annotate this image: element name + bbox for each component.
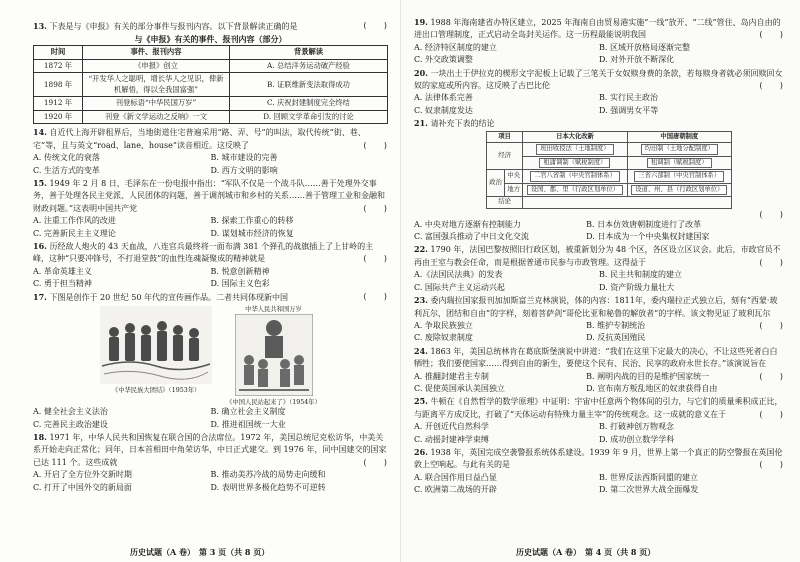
option-a: A. 法律体系完善 — [414, 93, 473, 103]
page-footer: 历史试题（A 卷） 第 3 页（共 8 页） — [130, 547, 270, 557]
option-b: B. 阐明内战的目的是维护国家统一 — [586, 371, 710, 381]
option-c: C. 促使英国承认美国独立 — [414, 383, 505, 393]
option-b: B. 民主共和制度的建立 — [599, 270, 682, 280]
option-c: C. 废除奴隶制度 — [414, 333, 473, 343]
question-13 — [33, 20, 388, 33]
answer-paren: ( ) — [758, 460, 784, 470]
option-d: D. 反抗英国殖民 — [586, 333, 646, 343]
question-number: 15. — [33, 178, 47, 189]
option-a: A.《法国民法典》的发表 — [414, 270, 503, 280]
page-footer: 历史试题（A 卷） 第 4 页（共 8 页） — [516, 547, 656, 557]
option-c: C. 国际共产主义运动兴起 — [414, 282, 505, 292]
option-d: D. 宣布南方叛乱地区的奴隶获得自由 — [586, 383, 718, 393]
question-17 — [33, 291, 388, 304]
question-number: 22. — [414, 244, 428, 255]
cell-text: 二官八省制（中央官制体系） — [530, 171, 620, 182]
answer-paren: ( ) — [758, 409, 784, 419]
question-number: 25. — [414, 396, 428, 407]
table-cell: 1898 年 — [34, 73, 83, 97]
table-cell: 1912 年 — [34, 97, 83, 111]
question-number: 18. — [33, 431, 47, 442]
table-cell — [627, 170, 731, 184]
table-cell — [523, 156, 627, 170]
question-20 — [414, 67, 784, 93]
row-sublabel: 中央 — [505, 170, 523, 184]
table-cell: 刊登标语“中华民国万岁” — [83, 97, 230, 111]
question-number: 16. — [33, 241, 47, 252]
option-b: B. 维护专制统治 — [586, 320, 646, 330]
answer-paren: ( ) — [758, 81, 784, 91]
table-row — [487, 143, 732, 157]
option-a: A. 经济特区制度的建立 — [414, 42, 497, 52]
question-text: 自近代上海开辟租界后，当地街道住宅普遍采用“路、弄、号”的叫法，取代传统“街、巷、宅”等，且与英文“road、lane、house”读音相近。这反映了 — [33, 128, 366, 150]
question-text: 下表是与《申报》有关的部分事件与报刊内容。以下背景解读正确的是 — [49, 22, 298, 31]
option-b: B. 打破神创万物观念 — [599, 422, 674, 432]
option-b: B. 推动美苏冷战的局势走向缓和 — [210, 470, 326, 480]
cell-text: 租庸调制（赋税制度） — [539, 158, 610, 169]
table-cell: B. 证联维新变法取得成功 — [230, 73, 388, 97]
answer-paren: ( ) — [362, 457, 388, 467]
option-c: C. 打开了中国外交的新局面 — [33, 482, 132, 492]
question-text: 一块出土于伊拉克的楔形文字泥板上记载了三笔关于女奴赎身费的条款，若每赎身者就必须回赎回女奴的家庭或所内容。这反映了古巴比伦 — [414, 68, 783, 91]
option-b: B. 探索工作重心的转移 — [210, 216, 294, 226]
figure-banner-text: 中华人民共和国万岁 — [245, 306, 302, 314]
table-header: 时间 — [34, 46, 83, 60]
table-cell — [523, 143, 627, 157]
cell-text: 租调制（赋税制度） — [647, 158, 712, 169]
option-d: D. 日本成为一个中央集权封建国家 — [586, 232, 710, 242]
row-label: 结论 — [487, 197, 523, 209]
options — [33, 152, 388, 177]
option-d: D. 西方文明的影响 — [210, 165, 278, 175]
option-b: B. 日本仿效唐朝制度进行了改革 — [586, 219, 702, 229]
table-header: 日本大化改新 — [523, 131, 627, 143]
question-text: 1971 年，中华人民共和国恢复在联合国的合法席位。1972 年，美国总统尼克松访华，中美关系开始走向正常化；同年，日本首相田中角荣访华，中日正式建交。到 1976 年，同中国建交的国家已达 111 个。这些成就 — [33, 432, 387, 467]
question-text: 1988 年海南建省办特区建立，2025 年海南自由贸易港实施“一线”放开、“二线”管住、岛内自由的进出口管理制度，正式启动全岛封关运作。这一历程最能说明我国 — [414, 18, 781, 40]
answer-paren: ( ) — [362, 21, 388, 30]
question-number: 13. — [33, 21, 47, 31]
question-21-paren — [414, 209, 784, 219]
options — [414, 421, 784, 446]
answer-paren: ( ) — [362, 203, 388, 213]
options — [33, 469, 388, 494]
options — [414, 472, 784, 497]
table-row — [487, 197, 732, 209]
option-a: A. 注重工作作风的改进 — [33, 216, 116, 226]
option-b: B. 悦意创新精神 — [210, 266, 270, 276]
table-title: 与《申报》有关的事件、报刊内容（部分） — [134, 34, 287, 45]
option-c: C. 完善民主政治建设 — [33, 419, 108, 429]
question-number: 17. — [33, 291, 47, 302]
option-d: D. 国际主义色彩 — [210, 279, 270, 289]
table-header: 事件、报刊内容 — [83, 46, 230, 60]
table-cell: 1920 年 — [34, 110, 83, 124]
cell-text: 班田收授法（土地制度） — [536, 144, 613, 155]
table-row — [34, 97, 388, 111]
option-c: C. 完善新民主主义理论 — [33, 228, 116, 238]
table-cell — [627, 156, 731, 170]
row-label: 政治 — [487, 170, 505, 197]
answer-paren: ( ) — [362, 291, 388, 301]
table-cell — [523, 170, 627, 184]
option-d: D. 对外开放不断深化 — [599, 55, 675, 65]
answer-paren: ( ) — [758, 257, 784, 267]
options — [414, 219, 758, 244]
question-text: 委内瑞拉国家报刊加加斯富兰克林演说，体的内容：1811年，委内瑞拉正式独立后，刻有“西蒙·玻利瓦尔，团结和自由”的字样，刻着菩萨剑“哥伦比亚和秘鲁的解放者”的字样。该文物见证了玻利瓦尔 — [414, 296, 778, 318]
table-cell: “开发华人之聪明，增长华人之见识，俾新机解悟，得以全我国富强” — [83, 73, 230, 97]
answer-paren: ( ) — [758, 209, 784, 219]
cell-text: 设道、州、县（行政区划单位） — [631, 185, 727, 196]
answer-paren: ( ) — [362, 254, 388, 264]
options — [414, 320, 758, 345]
answer-paren: ( ) — [362, 140, 388, 150]
question-text: 下图是创作于 20 世纪 50 年代的宣传画作品。二者共同体现新中国 — [49, 292, 288, 302]
options — [414, 92, 784, 117]
table-header: 中国唐朝制度 — [627, 131, 731, 143]
option-a: A. 联合国作用日益凸显 — [414, 472, 497, 482]
option-d: D. 第二次世界大战全面爆发 — [599, 485, 699, 495]
figure-1 — [100, 306, 212, 406]
row-sublabel: 地方 — [505, 183, 523, 197]
table-cell: 1872 年 — [34, 59, 83, 73]
table-row — [34, 73, 388, 97]
question-text: 请补充下表的结论 — [430, 119, 495, 129]
option-b: B. 区域开放格局逐渐完整 — [599, 42, 690, 52]
question-text: 1949 年 2 月 8 日，毛泽东在一份电报中指出：“军队不仅是一个战斗队……善于处理外交事务，善于处理各民主党派、人民团体的问题，善于调剂城市和乡村的关系……善于管理工业和金融和财政问题。”这表明中国共产党 — [33, 179, 385, 213]
option-a: A. 开启了全方位外交新时期 — [33, 470, 132, 480]
option-b: B. 实行民主政治 — [599, 93, 658, 103]
option-c: C. 生活方式的变革 — [33, 165, 100, 175]
option-b: B. 城市建设的完善 — [210, 153, 278, 163]
table-cell — [523, 183, 627, 197]
question-number: 23. — [414, 295, 428, 306]
options — [33, 406, 388, 431]
options — [33, 215, 388, 240]
question-21 — [414, 117, 784, 130]
option-a: A. 推翻封建君主专制 — [414, 371, 489, 381]
option-d: D. 强调男女平等 — [599, 105, 659, 115]
option-a: A. 中央对地方逐渐有控制能力 — [414, 219, 521, 229]
option-a: A. 争取民族独立 — [414, 320, 473, 330]
people-stood-up-illustration — [235, 314, 313, 396]
cell-text: 三省六部制（中央官制体系） — [634, 171, 724, 182]
option-d: D. 资产阶级力量壮大 — [599, 282, 675, 292]
table-cell: C. 庆祝封建制度完全终结 — [230, 97, 388, 111]
answer-paren: ( ) — [758, 30, 784, 40]
option-a: A. 健全社会主义法治 — [33, 407, 108, 417]
question-26 — [414, 446, 784, 472]
ethnic-unity-illustration — [100, 306, 212, 384]
table-cell: D. 回顾文学革命引发的讨论 — [230, 110, 388, 124]
question-16 — [33, 240, 388, 266]
question-text: 1938 年，英国完成空袭警报系统体系建设。1939 年 9 月，世界上第一个真正的防空警报在英国伦敦上空响起。与此有关的是 — [414, 447, 783, 470]
question-text: 牛顿在《自然哲学的数学原理》中证明：宇宙中任意两个物体间的引力，与它们的质量乘积成正比，与距离平方成反比，打破了“天体运动有特殊力量主宰”的传统观念。这一成就的意义在于 — [414, 397, 783, 419]
option-d: D. 推进祖国统一大业 — [210, 419, 286, 429]
option-c: C. 欧洲第二战场的开辟 — [414, 485, 497, 495]
option-d: D. 表明世界多极化趋势不可逆转 — [210, 482, 326, 492]
table-row — [34, 110, 388, 124]
question-22 — [414, 243, 784, 269]
option-a: A. 革命英雄主义 — [33, 266, 92, 276]
question-15 — [33, 177, 388, 215]
options — [33, 266, 388, 291]
propaganda-figures — [33, 306, 388, 406]
cell-text: 设国、郡、里（行政区划单位） — [527, 185, 623, 196]
reform-comparison-table — [486, 131, 732, 209]
figure-caption: 《中华民族大团结》（1953年） — [111, 387, 201, 395]
table-header: 项目 — [487, 131, 523, 143]
answer-paren: ( ) — [758, 371, 784, 381]
option-d: D. 谋划城市经济的恢复 — [210, 228, 294, 238]
figure-2 — [226, 306, 321, 406]
table-cell — [523, 197, 732, 209]
question-number: 20. — [414, 67, 428, 78]
option-b: B. 确立社会主义制度 — [210, 407, 286, 417]
option-a: A. 开创近代自然科学 — [414, 422, 489, 432]
question-number: 19. — [414, 17, 428, 27]
question-number: 14. — [33, 127, 47, 138]
question-number: 26. — [414, 446, 428, 457]
table-row — [34, 59, 388, 73]
answer-paren: ( ) — [758, 320, 784, 330]
table-header: 背景解读 — [230, 46, 388, 60]
table-cell: 刊登《新文学运动之反响》一文 — [83, 110, 230, 124]
options — [414, 371, 758, 396]
option-c: C. 奴隶制度发达 — [414, 105, 473, 115]
question-18 — [33, 431, 388, 469]
table-row — [487, 156, 732, 170]
question-text: 历经敌人炮火的 43 天血战，八连官兵最终将一面布满 381 个弹孔的战旗插上了上甘岭的主峰，这种“只要冲锋号，不打退堂鼓”的血性连魂凝聚成的精神就是 — [33, 242, 374, 264]
option-c: C. 富国强兵推动了中日文化交流 — [414, 232, 529, 242]
question-number: 24. — [414, 345, 428, 356]
option-a: A. 传统文化的衰落 — [33, 153, 100, 163]
option-b: B. 世界反法西斯同盟的建立 — [599, 472, 698, 482]
exam-page-right — [400, 0, 800, 562]
option-d: D. 成功创立数学学科 — [599, 434, 675, 444]
table-row — [487, 183, 732, 197]
question-25 — [414, 395, 784, 421]
row-label: 经济 — [487, 143, 523, 170]
question-text: 1863 年，美国总统林肯在葛底斯堡演说中讲道：“我们在这里下定最大的决心，不让这些死者白白牺牲；我们要使国家……得到自由的新生，要使这个民有、民治、民享的政府永世长存。”该演说旨在 — [414, 346, 778, 369]
options — [414, 269, 784, 294]
shenbao-table — [33, 45, 388, 124]
table-cell: 《申报》创立 — [83, 59, 230, 73]
options — [414, 42, 784, 67]
table-cell: A. 总结洋务运动破产经验 — [230, 59, 388, 73]
question-19 — [414, 16, 784, 42]
question-number: 21. — [414, 118, 428, 129]
option-c: C. 动摇封建神学束缚 — [414, 434, 489, 444]
question-text: 1790 年，法国巴黎按照旧行政区划，被重新划分为 48 个区，各区设立区议会。此后，市政官员不再由王室与教会任命，而是根据普通市民参与市政管理。这得益于 — [414, 245, 781, 267]
question-14 — [33, 126, 388, 152]
cell-text: 均田制（土地分配制度） — [641, 144, 718, 155]
table-cell — [627, 183, 731, 197]
option-c: C. 外交政策调整 — [414, 55, 473, 65]
table-row — [487, 170, 732, 184]
table-cell — [627, 143, 731, 157]
option-c: C. 勇于担当精神 — [33, 279, 92, 289]
figure-caption: 《中国人民站起来了》（1954年） — [226, 399, 321, 407]
